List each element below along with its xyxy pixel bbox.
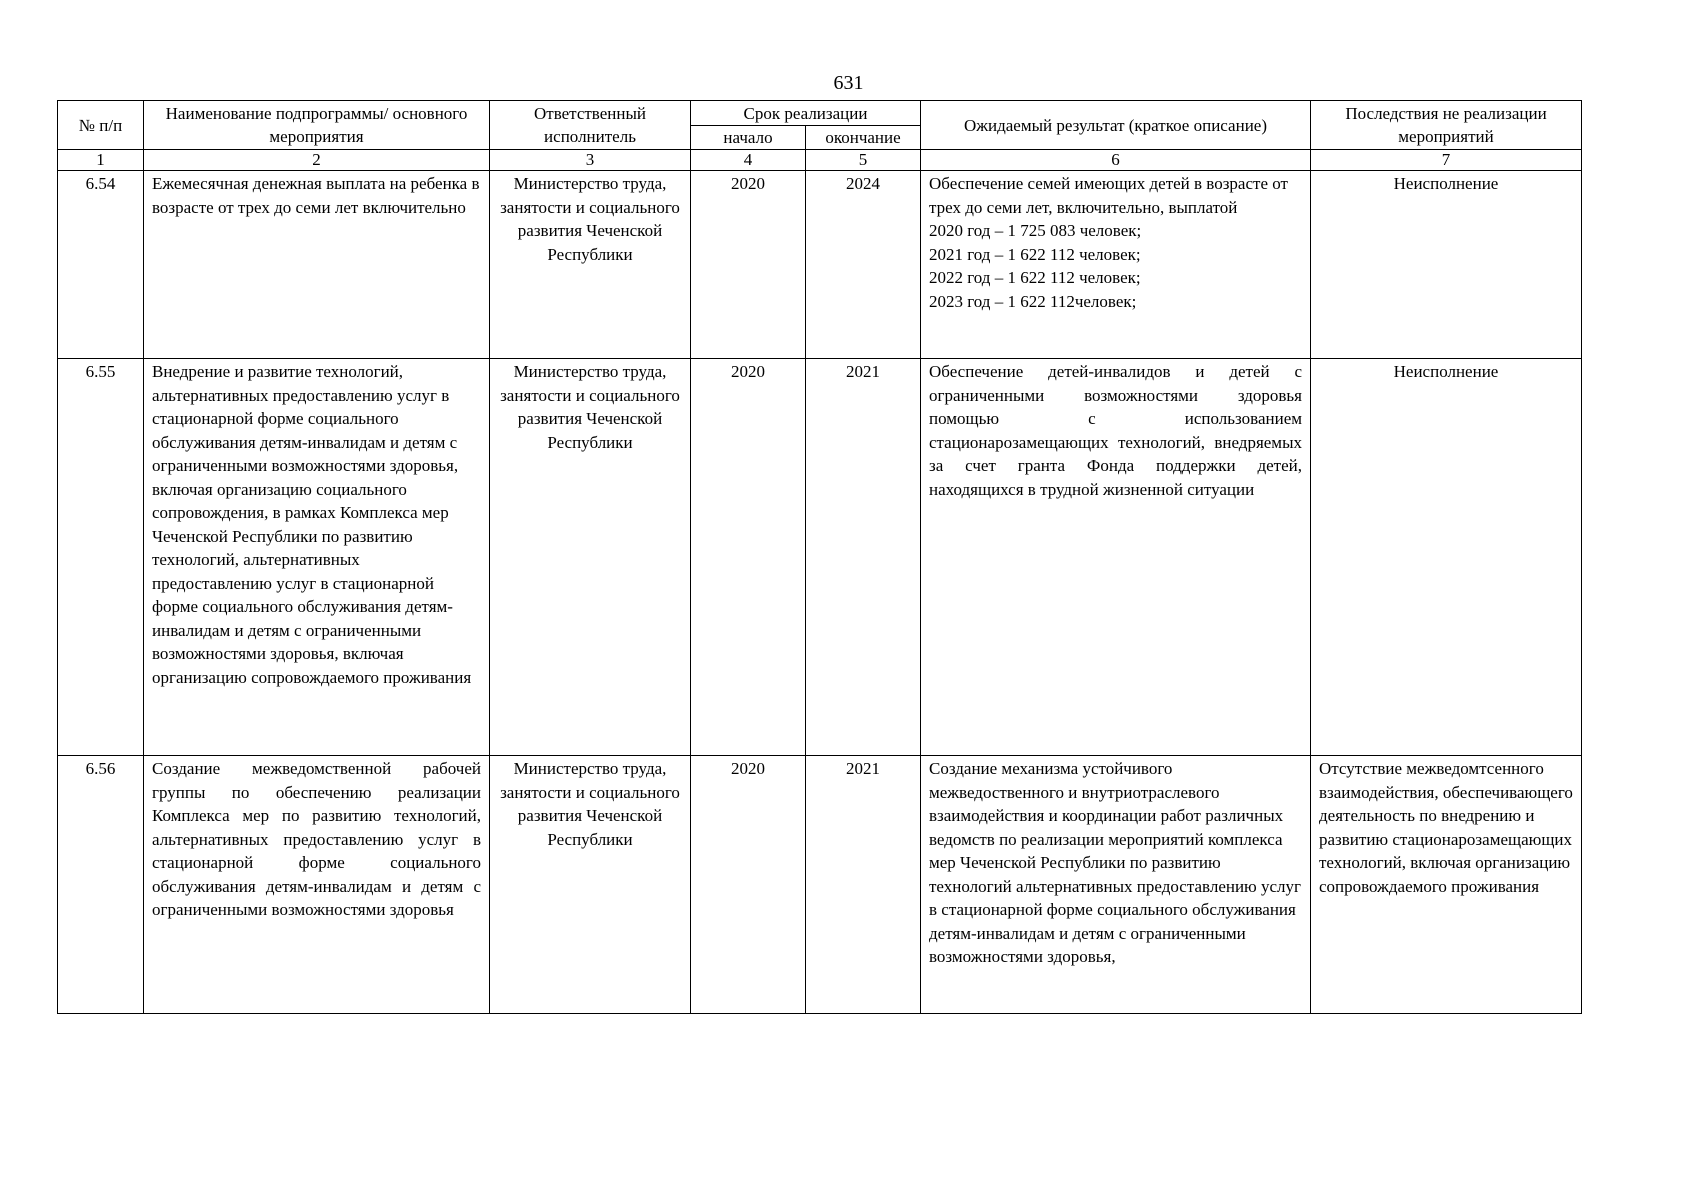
- row-consequences: Неисполнение: [1311, 171, 1582, 359]
- column-number-row: [58, 150, 1582, 171]
- row-num: 6.56: [58, 756, 144, 1014]
- header-consequences: Последствия не реализации мероприятий: [1311, 101, 1582, 150]
- row-end: 2021: [806, 756, 921, 1014]
- row-num: 6.55: [58, 359, 144, 756]
- column-number: 7: [1311, 150, 1582, 171]
- row-consequences: Неисполнение: [1311, 359, 1582, 756]
- header-result: Ожидаемый результат (краткое описание): [921, 101, 1311, 150]
- row-consequences: Отсутствие межведомтсенного взаимодействия, обеспечивающего деятельность по внедрению и развитию стационарозамещающих технологий, включая организацию сопровождаемого проживания: [1311, 756, 1582, 1014]
- row-end: 2024: [806, 171, 921, 359]
- table-row: [58, 756, 1582, 1014]
- column-number: 6: [921, 150, 1311, 171]
- table-row: [58, 359, 1582, 756]
- row-executor: Министерство труда, занятости и социального развития Чеченской Республики: [490, 756, 691, 1014]
- measures-table: [57, 100, 1582, 1014]
- header-name: Наименование подпрограммы/ основного мероприятия: [144, 101, 490, 150]
- row-start: 2020: [691, 359, 806, 756]
- row-end: 2021: [806, 359, 921, 756]
- row-name: Создание межведомственной рабочей группы по обеспечению реализации Комплекса мер по развитию технологий, альтернативных предоставлению услуг в стационарной форме социального обслуживания детям-инвалидам и детям с ограниченными возможностями здоровья: [144, 756, 490, 1014]
- row-executor: Министерство труда, занятости и социального развития Чеченской Республики: [490, 171, 691, 359]
- header-period: Срок реализации: [691, 101, 921, 126]
- row-result: Создание механизма устойчивого межведоственного и внутриотраслевого взаимодействия и координации работ различных ведомств по реализации мероприятий комплекса мер Чеченской Республики по развитию технологий альтернативных предоставлению услуг в стационарной форме социального обслуживания детям-инвалидам и детям с ограниченными возможностями здоровья,: [921, 756, 1311, 1014]
- row-name: Ежемесячная денежная выплата на ребенка в возрасте от трех до семи лет включительно: [144, 171, 490, 359]
- row-executor: Министерство труда, занятости и социального развития Чеченской Республики: [490, 359, 691, 756]
- column-number: 4: [691, 150, 806, 171]
- row-name: Внедрение и развитие технологий, альтернативных предоставлению услуг в стационарной форме социального обслуживания детям-инвалидам и детям с ограниченными возможностями здоровья, включая организацию социального сопровождения, в рамках Комплекса мер Чеченской Республики по развитию технологий, альтернативных предоставлению услуг в стационарной форме социального обслуживания детям-инвалидам и детям с ограниченными возможностями здоровья, включая организацию сопровождаемого проживания: [144, 359, 490, 756]
- column-number: 1: [58, 150, 144, 171]
- row-start: 2020: [691, 756, 806, 1014]
- row-num: 6.54: [58, 171, 144, 359]
- header-start: начало: [691, 126, 806, 150]
- column-number: 2: [144, 150, 490, 171]
- row-result: Обеспечение семей имеющих детей в возрасте от трех до семи лет, включительно, выплатой 2020 год – 1 725 083 человек; 2021 год – 1 622 112 человек; 2022 год – 1 622 112 человек; 2023 год – 1 622 112человек;: [921, 171, 1311, 359]
- header-end: окончание: [806, 126, 921, 150]
- header-num: № п/п: [58, 101, 144, 150]
- column-number: 5: [806, 150, 921, 171]
- header-executor: Ответственный исполнитель: [490, 101, 691, 150]
- page-number: 631: [833, 72, 864, 94]
- row-start: 2020: [691, 171, 806, 359]
- table-row: [58, 171, 1582, 359]
- row-result: Обеспечение детей-инвалидов и детей с ограниченными возможностями здоровья помощью с использованием стационарозамещающих технологий, внедряемых за счет гранта Фонда поддержки детей, находящихся в трудной жизненной ситуации: [921, 359, 1311, 756]
- column-number: 3: [490, 150, 691, 171]
